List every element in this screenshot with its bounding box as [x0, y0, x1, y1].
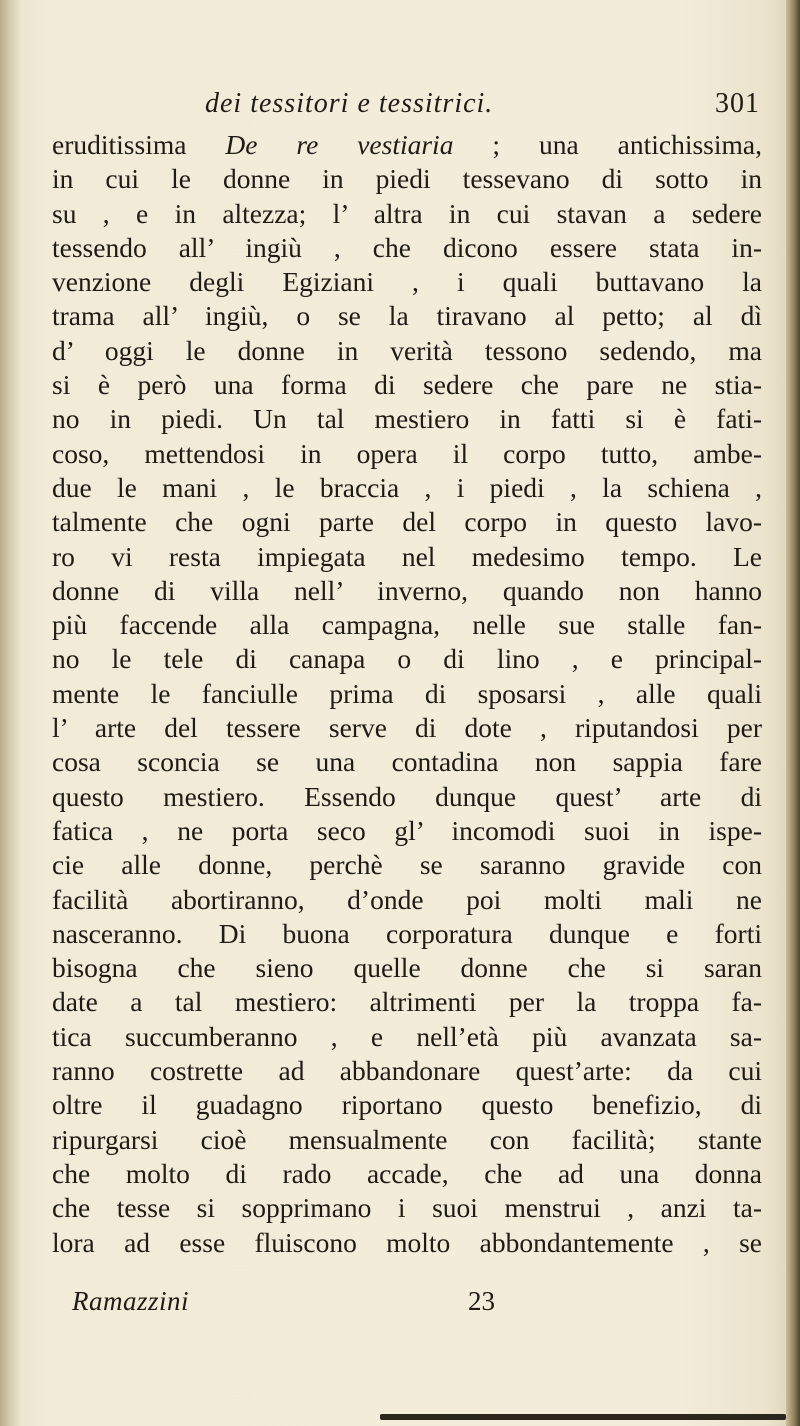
text-segment: ; una antichissima,: [453, 129, 762, 160]
running-title: dei tessitori e tessitrici.: [205, 88, 494, 119]
text-segment: questo mestiero. Essendo dunque quest’ arte di: [52, 780, 762, 812]
text-line: [52, 231, 762, 265]
text-segment: bisogna che sieno quelle donne che si saran: [52, 952, 762, 984]
text-segment: tica succumberanno , e nell’età più avanzata sa-: [52, 1020, 762, 1052]
text-segment: su , e in altezza; l’ altra in cui stavan a sedere: [52, 197, 762, 229]
text-line: [52, 299, 762, 333]
running-head: [55, 88, 760, 128]
text-line: [52, 951, 762, 985]
text-segment: facilità abortiranno, d’onde poi molti mali ne: [52, 883, 762, 915]
text-line: [52, 334, 762, 368]
body-text: [52, 128, 762, 1260]
text-segment: in cui le donne in piedi tessevano di sotto in: [52, 163, 762, 195]
text-segment: si è però una forma di sedere che pare ne stia-: [52, 369, 762, 401]
text-line: [52, 402, 762, 436]
text-line: [52, 848, 762, 882]
text-segment: oltre il guadagno riportano questo benefizio, di: [52, 1089, 762, 1121]
text-segment: no le tele di canapa o di lino , e principal-: [52, 643, 762, 675]
text-line: [52, 711, 762, 745]
page-number: 301: [715, 88, 760, 119]
text-line: [52, 917, 762, 951]
text-segment: ro vi resta impiegata nel medesimo tempo. Le: [52, 540, 762, 572]
text-segment: tessendo all’ ingiù , che dicono essere stata in-: [52, 231, 762, 263]
text-line: [52, 1020, 762, 1054]
text-line: [52, 368, 762, 402]
text-line: [52, 1157, 762, 1191]
text-line: [52, 197, 762, 231]
text-segment: ripurgarsi cioè mensualmente con facilità; stante: [52, 1123, 762, 1155]
italic-title-text: De re vestiaria: [225, 129, 454, 160]
text-segment: mente le fanciulle prima di sposarsi , alle quali: [52, 677, 762, 709]
text-line: [52, 814, 762, 848]
text-line: [52, 642, 762, 676]
page-fold-shadow: [0, 0, 22, 1426]
text-line: [52, 265, 762, 299]
text-line: [52, 505, 762, 539]
text-line: [52, 1123, 762, 1157]
text-segment: d’ oggi le donne in verità tessono sedendo, ma: [52, 334, 762, 366]
text-line: [52, 1088, 762, 1122]
text-segment: più faccende alla campagna, nelle sue stalle fan-: [52, 609, 762, 641]
text-line: [52, 128, 762, 162]
text-segment: venzione degli Egiziani , i quali buttavano la: [52, 266, 762, 298]
text-segment: che tesse si sopprimano i suoi menstrui , anzi ta-: [52, 1192, 762, 1224]
text-segment: l’ arte del tessere serve di dote , riputandosi per: [52, 712, 762, 744]
text-segment: due le mani , le braccia , i piedi , la schiena ,: [52, 471, 762, 503]
page-footer: [72, 1286, 522, 1322]
text-segment: cosa sconcia se una contadina non sappia fare: [52, 746, 762, 778]
text-line: [52, 985, 762, 1019]
text-segment: trama all’ ingiù, o se la tiravano al petto; al dì: [52, 300, 762, 332]
text-line: [52, 677, 762, 711]
footer-author: Ramazzini: [72, 1286, 190, 1316]
text-segment: lora ad esse fluiscono molto abbondantemente , se: [52, 1226, 762, 1258]
text-segment: talmente che ogni parte del corpo in questo lavo-: [52, 506, 762, 538]
signature-mark: 23: [468, 1286, 495, 1316]
text-line: [52, 437, 762, 471]
text-segment: cie alle donne, perchè se saranno gravide con: [52, 849, 762, 881]
bottom-edge-shadow: [380, 1414, 786, 1420]
text-line: [52, 574, 762, 608]
text-line: [52, 608, 762, 642]
text-line: [52, 540, 762, 574]
text-line: [52, 1054, 762, 1088]
page-edge: [786, 0, 800, 1426]
text-segment: date a tal mestiero: altrimenti per la troppa fa-: [52, 986, 762, 1018]
text-line: [52, 1226, 762, 1260]
text-segment: eruditissima: [52, 129, 226, 160]
text-line: [52, 883, 762, 917]
text-segment: che molto di rado accade, che ad una donna: [52, 1157, 762, 1189]
text-segment: coso, mettendosi in opera il corpo tutto, ambe-: [52, 437, 762, 469]
text-line: [52, 162, 762, 196]
text-line: [52, 1191, 762, 1225]
text-segment: fatica , ne porta seco gl’ incomodi suoi in ispe-: [52, 814, 762, 846]
text-line: [52, 780, 762, 814]
text-line: [52, 471, 762, 505]
text-segment: ranno costrette ad abbandonare quest’arte: da cui: [52, 1055, 762, 1087]
text-segment: no in piedi. Un tal mestiero in fatti si è fati-: [52, 403, 762, 435]
text-segment: nasceranno. Di buona corporatura dunque e forti: [52, 917, 762, 949]
text-line: [52, 745, 762, 779]
text-segment: donne di villa nell’ inverno, quando non hanno: [52, 574, 762, 606]
